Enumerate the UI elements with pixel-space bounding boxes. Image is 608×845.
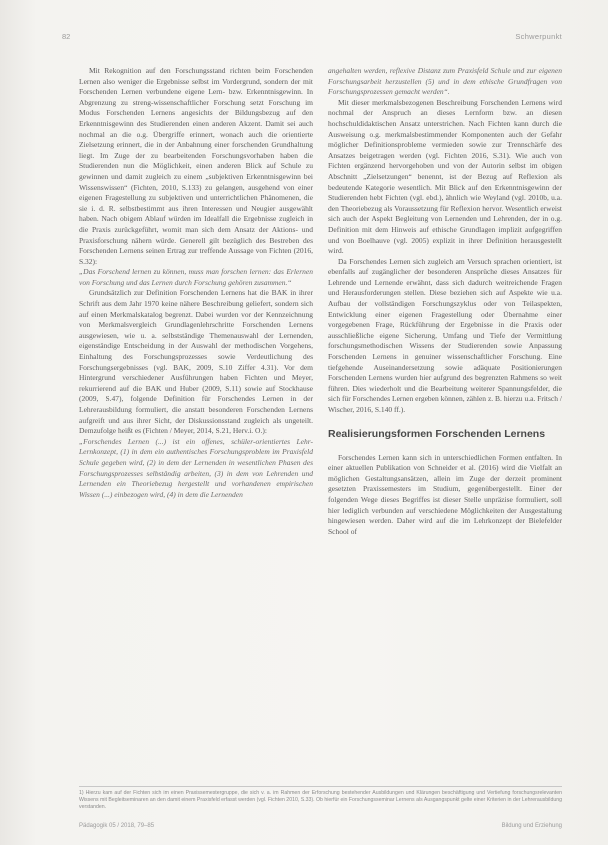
section-label: Schwerpunkt <box>515 32 562 41</box>
block-quote: „Das Forschend lernen zu können, muss man forschen lernen: das Erlernen von Forschung und das Lernen durch Forschung gehören zusammen.“ <box>79 267 313 287</box>
page-number: 82 <box>62 32 71 41</box>
paragraph: Forschendes Lernen kann sich in unterschiedlichen Formen entfalten. In einer aktuellen Publikation von Schneider et al. (2016) wird die Vielfalt an möglichen Gestaltungsansätzen, allein im Zuge der derzeit prominent gesetzten Praxissemesters im Studium, gegenübergestellt. Einer der folgenden Wege dieses Begriffes ist dieser Stelle unpräzise formuliert, soll hier lediglich verbunden auf verschiedene Möglichkeiten der Ausgestaltung hingewiesen werden. Daher wird auf die im Lehrkonzept der Bielefelder School of <box>328 452 562 536</box>
paragraph: Grundsätzlich zur Definition Forschenden Lernens hat die BAK in ihrer Schrift aus dem Jahr 1970 keine nähere Beschreibung geliefert, sondern sich auf einen Merkmalskatalog begrenzt. Dabei wurden vor der Kennzeichnung von Merkmalsvergleich Grundlagenlehrschritte Forschenden Lernens ausgewiesen, wie u. a. selbstständige Themenauswahl der Lernenden, eigenständige Entscheidung in der Auswahl der methodischen Vorgehens, Einhaltung des Forschungsprozesses sowie Verdeutlichung des Forschungsergebnisses (vgl. BAK, 2009, S.10 Ziffer 4.31). Vor dem Hintergrund verschiedener Ausführungen haben Fichten und Meyer, rekurrierend auf die BAK und Huber (2009, S.11) sowie auf Stockhause (2009, S.47), folgende Definition für Forschendes Lernen in der Lehrerausbildung formuliert, die anstatt besonderen Forschenden Lernens aufgreift und aus ihrer Sicht, der Diskussionsstand zugleich als ungeteilt. Demzufolge heißt es (Fichten / Meyer, 2014, S.21, Herv.i. O.): <box>79 288 313 436</box>
section-heading: Realisierungsformen Forschenden Lernens <box>328 427 546 440</box>
paragraph: Mit Rekognition auf den Forschungsstand richten beim Forschenden Lernen also weniger die Ergebnisse selbst im Vordergrund, sondern der mit Forschenden Lernen verbundene eigene Lern- bzw. Erkenntnisgewinn. In Abgrenzung zu streng-wissenschaftlicher Forschung setzt Forschung im Modus Forschenden Lernens angesichts der Bildungsbezug auf den Erkenntnisgewinn des Studierenden einen anderen Akzent. Damit sei auch nochmal an die o.g. Übergriffe erinnert, wonach auch die orientierte Zielsetzung erinnert, die in der Anbahnung einer forschenden Grundhaltung liegt. Im Zuge der zu bearbeitenden Forschungsvorhaben haben die Studierenden nun die Möglichkeit, einen anderen Blick auf Schule zu gewinnen und damit zugleich zu einem „subjektiven Erkenntnisgewinn bei Wissenswissen“ (Fichten, 2010, S.133) zu gelangen, ausgehend von einer eigenen Fragestellung zu subjektiven und unterrichtlichen Phänomenen, die sie i. d. R. selbstbestimmt aus ihren Interessen und Neugier ausgewählt haben. Nach obigem Ablauf würden im Idealfall die Ergebnisse zugleich in die Praxis zurückgeführt, womit man sich dem Ansatz der Aktions- und Praxisforschung nähern würde. Generell gilt bezüglich des Bestreben des Forschenden Lernens seinen Ertrag zur treffende Aussage von Fichten (2016, S.32): <box>79 66 313 266</box>
page-header <box>62 32 562 44</box>
footer-journal: Bildung und Erziehung <box>501 823 562 829</box>
left-column <box>79 66 313 500</box>
paragraph: Mit dieser merkmalsbezogenen Beschreibung Forschenden Lernens wird nochmal der Anspruch an dieses Lernform bzw. an diesen hochschuldidaktischen Ansatz unterstrichen. Nach Fichten kann durch die Ausweisung o.g. merkmalsbestimmender Komponenten auch der Gefahr möglicher Definitionsprobleme vermieden sowie zur Trennschärfe des Ansatzes beigetragen werden (vgl. Fichten 2016, S.31). Wie auch von Fichten ergänzend hervorgehoben und von der Autorin selbst im obigen Abschnitt „Zielsetzungen“ benennt, ist der Bezug auf Reflexion als bedeutende Kategorie wesentlich. Mit Blick auf den Erkenntnisgewinn der Studierenden hebt Fichten (vgl. ebd.), ähnlich wie Weyland (vgl. 2010b, u.a. den Theoriebezug als Voraussetzung für Reflexion hervor. Wesentlich erweist sich auch der Aspekt Begleitung von Lernenden und Lehrenden, der in o.g. Definition mit dem Hinweis auf ethische Grundlagen implizit aufgegriffen und von Boelhauve (vgl. 2005) explizit in ihrer Definition herausgestellt wird. <box>328 97 562 256</box>
block-quote: „Forschendes Lernen (...) ist ein offenes, schüler-orientiertes Lehr-Lernkonzept, (1) in dem ein authentisches Forschungsproblem im Praxisfeld Schule gegeben wird, (2) in dem der Lernenden in wesentlichen Phasen des Forschungsprozesses selbständig arbeiten, (3) in dem von Lehrenden und Lernenden ein Theoriebezug hergestellt und vorhandenen empirischen Wissen (...) einbezogen wird, (4) in dem die Lernenden <box>79 436 313 499</box>
right-column <box>328 66 562 537</box>
block-quote-continuation: angehalten werden, reflexive Distanz zum Praxisfeld Schule und zur eigenen Forschungsarbeit herzustellen (5) und in dem ethische Grundfragen von Forschungsprozessen gemacht werden“. <box>328 66 562 97</box>
footnotes: 1) Hierzu kam auf der Fichten sich im einen Praxissemestergruppe, die sich v. a. im Rahmen der Erforschung bestehender Ausbildungen und Klärungen beschäftigung und Vertiefung forschungsrelevanten Wissens mit Begleitseminaren an den damit einem Praxisfeld erfasst werden (vgl. Fichten 2010, S.33). Ob hierfür ein Forschungsseminar Lernens als Ausgangspunkt gelte einer Kriterien in der Lehrerausbildung verstanden. <box>79 786 562 812</box>
paragraph: Da Forschendes Lernen sich zugleich am Versuch sprachen orientiert, ist ebenfalls auf zugänglicher der besonderen Ansprüche dieses Ansatzes für Lehrende und Lernende erwähnt, dass sich dadurch weitreichende Fragen und Herausforderungen stellen. Diese beziehen sich auf Aspekte wie u.a. Aufbau der vollständigen Forschungszyklus oder von Teilaspekten, Entwicklung einer eigenen Fragestellung oder Übernahme einer vorgegebenen Frage, Rückführung der Ergebnisse in die Praxis oder ausschließliche eigene Sicherung, Umfang und Tiefe der Vermittlung forschungsmethodischen Wissens der Studierenden sowie Anpassung Forschenden Lernens in genuiner wissenschaftlicher Forschung. Eine tiefgehende Auseinandersetzung sowie adäquate Positionierungen Forschenden Lernens wurden hier aufgrund des begrenzten Rahmens so weit führen. Dies wiederholt und die Bearbeitung weiterer Spannungsfelder, die sich für Forschendes Lernen ergeben können, zählen z. B. hierzu u.a. Fritsch / Wischer, 2016, S.140 ff.). <box>328 256 562 414</box>
footer-citation: Pädagogik 05 / 2018, 79–85 <box>79 823 155 829</box>
